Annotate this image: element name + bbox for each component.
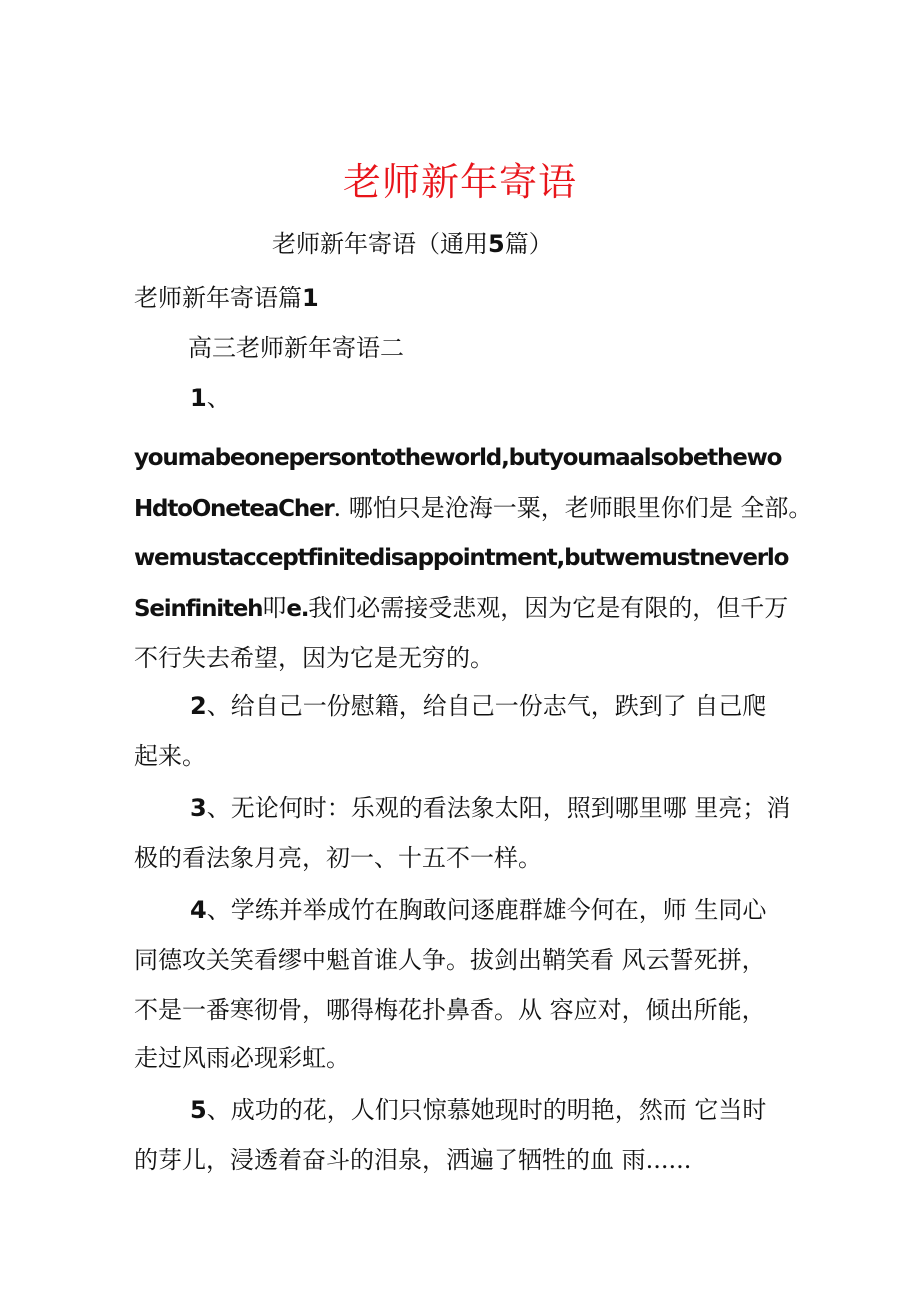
item-4-number: 4 — [190, 896, 207, 924]
item-3-line-1 — [190, 790, 790, 826]
subtitle-number: 5 — [488, 230, 505, 258]
item-1-number: 1 — [190, 384, 207, 412]
item-5-number: 5 — [190, 1096, 207, 1124]
subtitle-end: 篇） — [504, 230, 553, 258]
text-line-5: 不行失去希望，因为它是无穷的。 — [134, 644, 494, 672]
subtitle-text: 老师新年寄语（通用 — [272, 230, 488, 258]
item-2-number: 2 — [190, 692, 207, 720]
subtitle — [272, 226, 553, 262]
item-4-line-2: 同德攻关笑看缪中魁首谁人争。拔剑出鞘笑看 风云誓死拼， — [134, 946, 766, 974]
chinese-line-2: . 哪怕只是沧海一粟，老师眼里你们是 全部。 — [333, 494, 813, 522]
mixed-line-2 — [134, 490, 812, 527]
odd-glyph: 叩 — [262, 594, 287, 622]
item-5-line-1 — [190, 1092, 766, 1128]
english-line-1: youmabeonepersontotheworld,butyoumaalsobethewo — [134, 445, 782, 471]
item-3-text-a: 、无论何时：乐观的看法象太阳，照到哪里哪 里亮；消 — [206, 794, 791, 822]
item-1-marker — [190, 380, 231, 416]
item-2-text-a: 、给自己一份慰籍，给自己一份志气，跌到了 自己爬 — [206, 692, 767, 720]
item-1-mark: 、 — [206, 384, 231, 412]
english-line-3: wemustacceptfinitedisappointment,butwemustneverlo — [134, 545, 789, 571]
section-text: 老师新年寄语篇 — [134, 284, 302, 312]
item-5-line-2: 的芽儿，浸透着奋斗的泪泉，洒遍了牺牲的血 雨...... — [134, 1146, 692, 1174]
sub-heading: 高三老师新年寄语二 — [188, 334, 404, 362]
item-3-number: 3 — [190, 794, 207, 822]
item-2-line-2: 起来。 — [134, 742, 206, 770]
item-4-line-1 — [190, 892, 766, 928]
english-line-4-end: e. — [286, 596, 309, 622]
section-heading — [134, 280, 319, 316]
item-5-text-a: 、成功的花，人们只惊慕她现时的明艳，然而 它当时 — [206, 1096, 767, 1124]
mixed-line-4 — [134, 590, 788, 627]
item-4-line-4: 走过风雨必现彩虹。 — [134, 1044, 350, 1072]
english-line-4: Seinfiniteh — [134, 596, 263, 622]
item-2-line-1 — [190, 688, 766, 724]
chinese-line-4: 我们必需接受悲观，因为它是有限的，但千万 — [308, 594, 789, 622]
item-3-line-2: 极的看法象月亮，初一、十五不一样。 — [134, 844, 542, 872]
section-number: 1 — [302, 284, 319, 312]
item-4-text-a: 、学练并举成竹在胸敢问逐鹿群雄今何在，师 生同心 — [206, 896, 767, 924]
document-title: 老师新年寄语 — [342, 160, 577, 204]
english-line-2: HdtoOneteaCher — [134, 496, 334, 522]
item-4-line-3: 不是一番寒彻骨，哪得梅花扑鼻香。从 容应对，倾出所能， — [134, 996, 766, 1024]
